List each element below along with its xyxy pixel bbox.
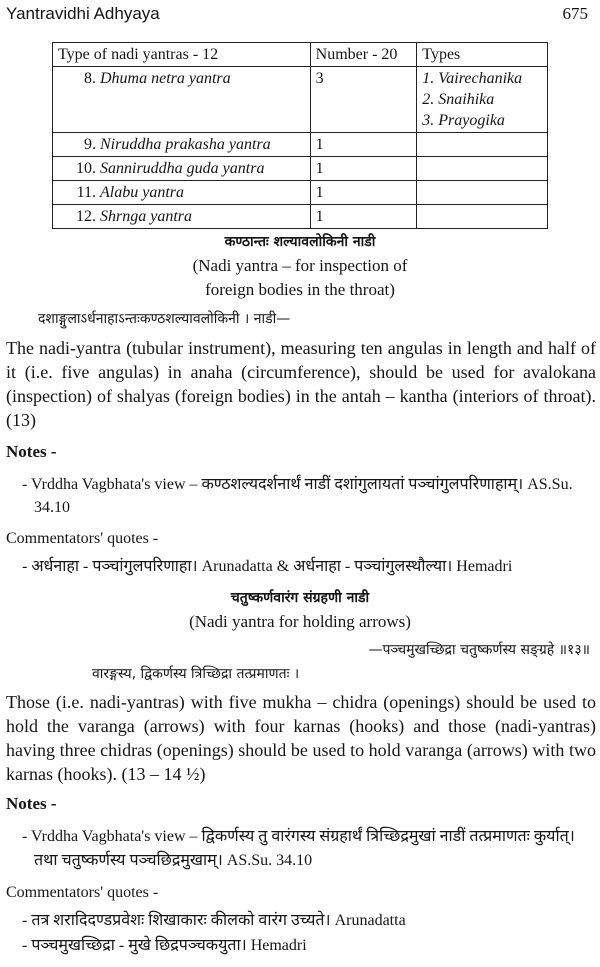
column-header-types: Types (417, 43, 548, 67)
page-number: 675 (562, 4, 588, 23)
section2-notes-label: Notes - (6, 794, 57, 813)
section2-commentators-label: Commentators' quotes - (6, 884, 159, 901)
row-index: 12. (76, 208, 96, 225)
type-item: 3. Prayogika (422, 112, 505, 129)
yantra-types-cell (417, 181, 548, 205)
yantra-number-cell: 1 (310, 133, 417, 157)
row-index: 11. (76, 184, 96, 201)
yantra-name-cell (53, 205, 311, 229)
yantra-name: Alabu yantra (100, 184, 184, 201)
yantra-types-cell (417, 133, 548, 157)
section2-commentator-quote: - पञ्चमुखच्छिद्रा - मुखे छिद्रपञ्चकयुता। Hemadri (22, 937, 307, 954)
yantra-name-cell (53, 67, 311, 133)
section2-note-line2: तथा चतुष्कर्णस्य पञ्चछिद्रमुखाम्। AS.Su. 34.10 (34, 852, 313, 869)
yantra-name: Shrnga yantra (100, 208, 192, 225)
section2-commentator-quote: - तत्र शरादिदण्डप्रवेशः शिखाकारः कीलको वारंग उच्यते। Arunadatta (22, 912, 406, 929)
section1-commentators-label: Commentators' quotes - (6, 530, 159, 547)
table-row (53, 205, 548, 229)
type-item: 2. Snaihika (422, 91, 495, 108)
nadi-yantra-table (52, 42, 548, 229)
yantra-name: Niruddha prakasha yantra (100, 136, 271, 153)
section2-translation: Those (i.e. nadi-yantras) with five mukha – chidra (openings) should be used to hold the varanga (arrows) with four karnas (hooks) and those (nadi-yantras) having three chidras (openings) should be used to hold varanga (arrows) with two karnas (hooks). (13 – 14 ½) (6, 692, 596, 784)
yantra-number-cell: 3 (310, 67, 417, 133)
section2-sanskrit-heading: चतुष्कर्णवारंग संग्रहणी नाडी (230, 590, 370, 606)
yantra-name-cell (53, 157, 311, 181)
table-row (53, 133, 548, 157)
table-row (53, 181, 548, 205)
section1-translation: The nadi-yantra (tubular instrument), measuring ten angulas in length and half of it (i.e. five angulas) in anaha (circumference), should be used for avalokana (inspection) of shalyas (foreign bodies) in the antah – kantha (interiors of throat). (13) (6, 338, 596, 430)
section1-sanskrit-heading: कण्ठान्तः शल्यावलोकिनी नाडी (224, 234, 376, 250)
yantra-types-cell (417, 205, 548, 229)
yantra-types-cell (417, 157, 548, 181)
row-index: 9. (84, 136, 96, 153)
yantra-name: Dhuma netra yantra (100, 70, 231, 87)
yantra-name: Sanniruddha guda yantra (100, 160, 265, 177)
table-row (53, 67, 548, 133)
section2-subtitle: (Nadi yantra for holding arrows) (189, 612, 411, 631)
column-header-type: Type of nadi yantras - 12 (53, 43, 311, 67)
type-item: 1. Vairechanika (422, 70, 523, 87)
table-header-row (53, 43, 548, 67)
running-title: Yantravidhi Adhyaya (6, 4, 160, 23)
section2-translation-block (0, 690, 600, 786)
yantra-name-cell (53, 181, 311, 205)
yantra-number-cell: 1 (310, 205, 417, 229)
section2-verse-line1: —पञ्चमुखच्छिद्रा चतुष्कर्णस्य सङ्ग्रहे ॥१३॥ (368, 642, 590, 658)
section1-note-line2: 34.10 (34, 499, 70, 516)
yantra-number-cell: 1 (310, 181, 417, 205)
section1-subtitle-line1: (Nadi yantra – for inspection of (192, 256, 408, 275)
section1-subtitle-line2: foreign bodies in the throat) (205, 280, 395, 299)
yantra-types-cell (417, 67, 548, 133)
section1-note-line1: - Vrddha Vagbhata's view – कण्ठशल्यदर्शनार्थं नाडीं दशांगुलायतां पञ्चांगुलपरिणाहाम्। AS.Su. (22, 476, 573, 493)
running-header (0, 4, 600, 30)
section1-commentator-quote: - अर्धनाहा - पञ्चांगुलपरिणाहा। Arunadatta & अर्धनाहा - पञ्चांगुलस्थौल्या। Hemadri (22, 558, 513, 575)
section2-note-line1: - Vrddha Vagbhata's view – द्विकर्णस्य तु वारंगस्य संग्रहार्थं त्रिच्छिद्रमुखां नाडीं तत्प्रमाणतः कुर्यात्। (22, 828, 575, 845)
row-index: 8. (84, 70, 96, 87)
section1-notes-label: Notes - (6, 442, 57, 461)
column-header-number: Number - 20 (310, 43, 417, 67)
section1-verse: दशाङ्गुलाऽर्धनाहाऽन्तःकण्ठशल्यावलोकिनी । नाडी— (38, 311, 291, 327)
section2-verse-line2: वारङ्गस्य, द्विकर्णस्य त्रिच्छिद्रा तत्प्रमाणतः । (92, 666, 300, 682)
yantra-number-cell: 1 (310, 157, 417, 181)
section1-translation-block (0, 336, 600, 432)
yantra-name-cell (53, 133, 311, 157)
row-index: 10. (76, 160, 96, 177)
table-row (53, 157, 548, 181)
